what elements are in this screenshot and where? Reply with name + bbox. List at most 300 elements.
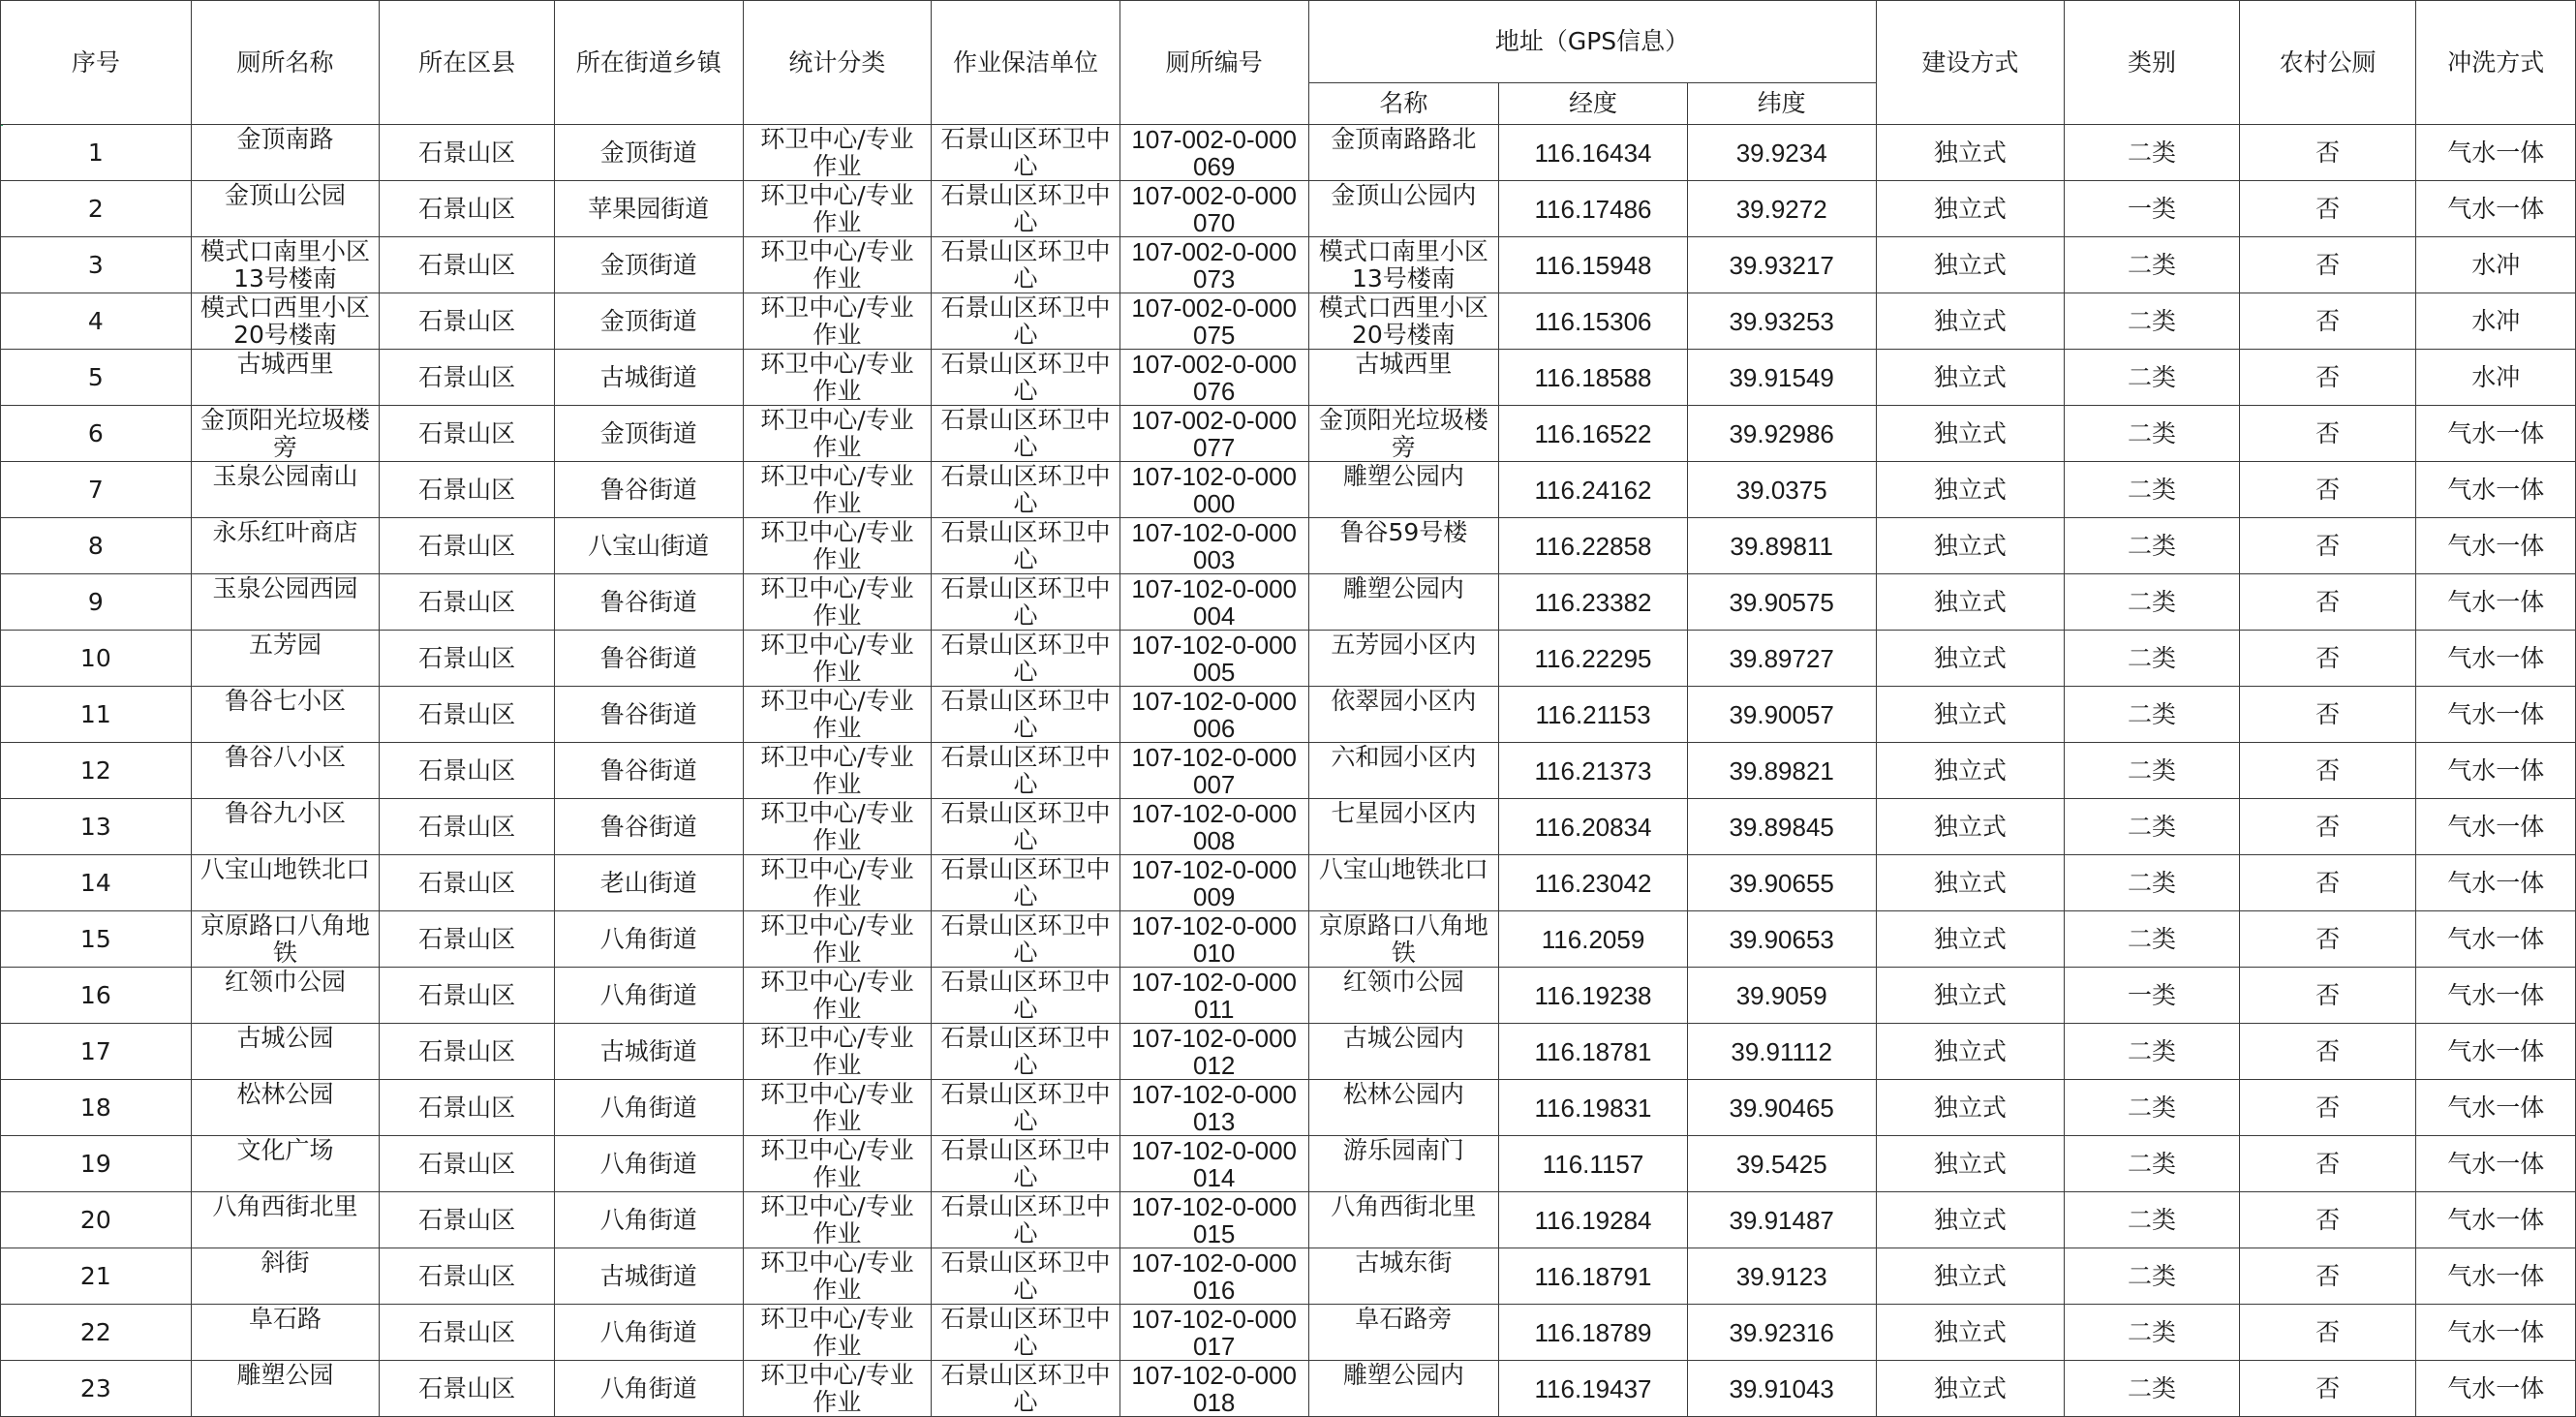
cell-class[interactable]: 二类 bbox=[2065, 406, 2240, 462]
cell-class[interactable]: 二类 bbox=[2065, 350, 2240, 406]
cell-district[interactable]: 石景山区 bbox=[380, 181, 555, 237]
cell-unit[interactable]: 石景山区环卫中心 bbox=[932, 1248, 1120, 1305]
cell-lat[interactable]: 39.90057 bbox=[1687, 687, 1876, 743]
cell-lng[interactable]: 116.18791 bbox=[1499, 1248, 1688, 1305]
cell-build[interactable]: 独立式 bbox=[1876, 1192, 2065, 1248]
table-row[interactable] bbox=[1, 1136, 2576, 1192]
table-row[interactable] bbox=[1, 1305, 2576, 1361]
cell-address-name[interactable]: 金顶山公园内 bbox=[1308, 181, 1499, 237]
table-row[interactable] bbox=[1, 1361, 2576, 1417]
cell-street[interactable]: 鲁谷街道 bbox=[554, 462, 743, 518]
table-row[interactable] bbox=[1, 799, 2576, 855]
cell-address-name[interactable]: 古城西里 bbox=[1308, 350, 1499, 406]
cell-lat[interactable]: 39.92986 bbox=[1687, 406, 1876, 462]
cell-lng[interactable]: 116.15948 bbox=[1499, 237, 1688, 293]
cell-district[interactable]: 石景山区 bbox=[380, 855, 555, 911]
cell-unit[interactable]: 石景山区环卫中心 bbox=[932, 799, 1120, 855]
cell-rural[interactable]: 否 bbox=[2239, 911, 2416, 968]
cell-unit[interactable]: 石景山区环卫中心 bbox=[932, 1305, 1120, 1361]
cell-street[interactable]: 八宝山街道 bbox=[554, 518, 743, 574]
cell-address-name[interactable]: 京原路口八角地铁 bbox=[1308, 911, 1499, 968]
cell-district[interactable]: 石景山区 bbox=[380, 1080, 555, 1136]
cell-name[interactable]: 玉泉公园南山 bbox=[191, 462, 380, 518]
cell-unit[interactable]: 石景山区环卫中心 bbox=[932, 1080, 1120, 1136]
header-district[interactable]: 所在区县 bbox=[380, 1, 555, 125]
cell-seq[interactable]: 2 bbox=[1, 181, 192, 237]
cell-code[interactable]: 107-102-0-000007 bbox=[1119, 743, 1308, 799]
cell-district[interactable]: 石景山区 bbox=[380, 1192, 555, 1248]
cell-build[interactable]: 独立式 bbox=[1876, 968, 2065, 1024]
cell-address-name[interactable]: 八宝山地铁北口 bbox=[1308, 855, 1499, 911]
cell-name[interactable]: 古城公园 bbox=[191, 1024, 380, 1080]
cell-lat[interactable]: 39.91549 bbox=[1687, 350, 1876, 406]
cell-class[interactable]: 二类 bbox=[2065, 911, 2240, 968]
cell-street[interactable]: 金顶街道 bbox=[554, 293, 743, 350]
cell-build[interactable]: 独立式 bbox=[1876, 518, 2065, 574]
cell-rural[interactable]: 否 bbox=[2239, 518, 2416, 574]
cell-class[interactable]: 二类 bbox=[2065, 237, 2240, 293]
cell-street[interactable]: 鲁谷街道 bbox=[554, 743, 743, 799]
cell-unit[interactable]: 石景山区环卫中心 bbox=[932, 350, 1120, 406]
header-address[interactable]: 地址（GPS信息） bbox=[1308, 1, 1876, 83]
cell-street[interactable]: 八角街道 bbox=[554, 1305, 743, 1361]
cell-code[interactable]: 107-002-0-000075 bbox=[1119, 293, 1308, 350]
cell-rural[interactable]: 否 bbox=[2239, 237, 2416, 293]
cell-address-name[interactable]: 金顶南路路北 bbox=[1308, 125, 1499, 181]
cell-street[interactable]: 老山街道 bbox=[554, 855, 743, 911]
cell-lat[interactable]: 39.93217 bbox=[1687, 237, 1876, 293]
header-lng[interactable]: 经度 bbox=[1499, 83, 1688, 125]
cell-flush[interactable]: 气水一体 bbox=[2416, 462, 2576, 518]
cell-street[interactable]: 古城街道 bbox=[554, 1248, 743, 1305]
cell-rural[interactable]: 否 bbox=[2239, 631, 2416, 687]
cell-district[interactable]: 石景山区 bbox=[380, 631, 555, 687]
cell-code[interactable]: 107-002-0-000076 bbox=[1119, 350, 1308, 406]
cell-flush[interactable]: 气水一体 bbox=[2416, 1305, 2576, 1361]
cell-lng[interactable]: 116.16522 bbox=[1499, 406, 1688, 462]
cell-address-name[interactable]: 模式口南里小区13号楼南 bbox=[1308, 237, 1499, 293]
cell-build[interactable]: 独立式 bbox=[1876, 1136, 2065, 1192]
cell-lng[interactable]: 116.18588 bbox=[1499, 350, 1688, 406]
cell-name[interactable]: 鲁谷七小区 bbox=[191, 687, 380, 743]
header-name[interactable]: 厕所名称 bbox=[191, 1, 380, 125]
cell-name[interactable]: 鲁谷九小区 bbox=[191, 799, 380, 855]
cell-street[interactable]: 金顶街道 bbox=[554, 406, 743, 462]
cell-street[interactable]: 金顶街道 bbox=[554, 237, 743, 293]
cell-address-name[interactable]: 古城东街 bbox=[1308, 1248, 1499, 1305]
cell-lng[interactable]: 116.21373 bbox=[1499, 743, 1688, 799]
cell-rural[interactable]: 否 bbox=[2239, 743, 2416, 799]
cell-class[interactable]: 二类 bbox=[2065, 799, 2240, 855]
cell-build[interactable]: 独立式 bbox=[1876, 125, 2065, 181]
cell-build[interactable]: 独立式 bbox=[1876, 687, 2065, 743]
cell-address-name[interactable]: 游乐园南门 bbox=[1308, 1136, 1499, 1192]
cell-build[interactable]: 独立式 bbox=[1876, 293, 2065, 350]
cell-name[interactable]: 金顶南路 bbox=[191, 125, 380, 181]
cell-seq[interactable]: 16 bbox=[1, 968, 192, 1024]
table-row[interactable] bbox=[1, 350, 2576, 406]
cell-build[interactable]: 独立式 bbox=[1876, 462, 2065, 518]
cell-lng[interactable]: 116.19437 bbox=[1499, 1361, 1688, 1417]
cell-seq[interactable]: 17 bbox=[1, 1024, 192, 1080]
cell-street[interactable]: 鲁谷街道 bbox=[554, 687, 743, 743]
cell-district[interactable]: 石景山区 bbox=[380, 1305, 555, 1361]
cell-lng[interactable]: 116.16434 bbox=[1499, 125, 1688, 181]
cell-flush[interactable]: 气水一体 bbox=[2416, 799, 2576, 855]
cell-flush[interactable]: 气水一体 bbox=[2416, 855, 2576, 911]
cell-class[interactable]: 二类 bbox=[2065, 1080, 2240, 1136]
cell-build[interactable]: 独立式 bbox=[1876, 1305, 2065, 1361]
cell-category[interactable]: 环卫中心/专业作业 bbox=[743, 462, 932, 518]
cell-code[interactable]: 107-102-0-000008 bbox=[1119, 799, 1308, 855]
cell-rural[interactable]: 否 bbox=[2239, 1024, 2416, 1080]
cell-code[interactable]: 107-102-0-000005 bbox=[1119, 631, 1308, 687]
table-row[interactable] bbox=[1, 1024, 2576, 1080]
cell-lat[interactable]: 39.89845 bbox=[1687, 799, 1876, 855]
cell-code[interactable]: 107-102-0-000011 bbox=[1119, 968, 1308, 1024]
cell-build[interactable]: 独立式 bbox=[1876, 799, 2065, 855]
cell-unit[interactable]: 石景山区环卫中心 bbox=[932, 911, 1120, 968]
cell-seq[interactable]: 3 bbox=[1, 237, 192, 293]
cell-unit[interactable]: 石景山区环卫中心 bbox=[932, 237, 1120, 293]
cell-lng[interactable]: 116.23042 bbox=[1499, 855, 1688, 911]
cell-flush[interactable]: 气水一体 bbox=[2416, 406, 2576, 462]
cell-name[interactable]: 文化广场 bbox=[191, 1136, 380, 1192]
cell-lng[interactable]: 116.22295 bbox=[1499, 631, 1688, 687]
cell-lat[interactable]: 39.90465 bbox=[1687, 1080, 1876, 1136]
cell-unit[interactable]: 石景山区环卫中心 bbox=[932, 743, 1120, 799]
cell-flush[interactable]: 水冲 bbox=[2416, 350, 2576, 406]
cell-category[interactable]: 环卫中心/专业作业 bbox=[743, 518, 932, 574]
cell-name[interactable]: 阜石路 bbox=[191, 1305, 380, 1361]
cell-build[interactable]: 独立式 bbox=[1876, 574, 2065, 631]
cell-unit[interactable]: 石景山区环卫中心 bbox=[932, 462, 1120, 518]
table-row[interactable] bbox=[1, 125, 2576, 181]
cell-street[interactable]: 八角街道 bbox=[554, 911, 743, 968]
cell-unit[interactable]: 石景山区环卫中心 bbox=[932, 855, 1120, 911]
cell-unit[interactable]: 石景山区环卫中心 bbox=[932, 293, 1120, 350]
cell-category[interactable]: 环卫中心/专业作业 bbox=[743, 350, 932, 406]
cell-unit[interactable]: 石景山区环卫中心 bbox=[932, 518, 1120, 574]
header-street[interactable]: 所在街道乡镇 bbox=[554, 1, 743, 125]
table-row[interactable] bbox=[1, 968, 2576, 1024]
cell-unit[interactable]: 石景山区环卫中心 bbox=[932, 1361, 1120, 1417]
cell-lat[interactable]: 39.93253 bbox=[1687, 293, 1876, 350]
table-row[interactable] bbox=[1, 1248, 2576, 1305]
cell-district[interactable]: 石景山区 bbox=[380, 799, 555, 855]
table-row[interactable] bbox=[1, 911, 2576, 968]
cell-seq[interactable]: 21 bbox=[1, 1248, 192, 1305]
cell-street[interactable]: 鲁谷街道 bbox=[554, 799, 743, 855]
cell-seq[interactable]: 14 bbox=[1, 855, 192, 911]
cell-seq[interactable]: 6 bbox=[1, 406, 192, 462]
cell-code[interactable]: 107-102-0-000000 bbox=[1119, 462, 1308, 518]
cell-category[interactable]: 环卫中心/专业作业 bbox=[743, 181, 932, 237]
cell-name[interactable]: 八宝山地铁北口 bbox=[191, 855, 380, 911]
cell-lat[interactable]: 39.92316 bbox=[1687, 1305, 1876, 1361]
cell-unit[interactable]: 石景山区环卫中心 bbox=[932, 687, 1120, 743]
cell-code[interactable]: 107-002-0-000073 bbox=[1119, 237, 1308, 293]
cell-district[interactable]: 石景山区 bbox=[380, 1361, 555, 1417]
cell-lat[interactable]: 39.89811 bbox=[1687, 518, 1876, 574]
header-addr-name[interactable]: 名称 bbox=[1308, 83, 1499, 125]
header-build[interactable]: 建设方式 bbox=[1876, 1, 2065, 125]
cell-lng[interactable]: 116.19831 bbox=[1499, 1080, 1688, 1136]
cell-lat[interactable]: 39.91487 bbox=[1687, 1192, 1876, 1248]
cell-rural[interactable]: 否 bbox=[2239, 462, 2416, 518]
cell-seq[interactable]: 4 bbox=[1, 293, 192, 350]
cell-street[interactable]: 古城街道 bbox=[554, 1024, 743, 1080]
cell-lat[interactable]: 39.0375 bbox=[1687, 462, 1876, 518]
cell-rural[interactable]: 否 bbox=[2239, 574, 2416, 631]
header-class[interactable]: 类别 bbox=[2065, 1, 2240, 125]
cell-district[interactable]: 石景山区 bbox=[380, 293, 555, 350]
cell-district[interactable]: 石景山区 bbox=[380, 1024, 555, 1080]
cell-street[interactable]: 八角街道 bbox=[554, 1361, 743, 1417]
cell-flush[interactable]: 气水一体 bbox=[2416, 911, 2576, 968]
cell-lat[interactable]: 39.5425 bbox=[1687, 1136, 1876, 1192]
cell-seq[interactable]: 15 bbox=[1, 911, 192, 968]
cell-build[interactable]: 独立式 bbox=[1876, 743, 2065, 799]
cell-code[interactable]: 107-102-0-000018 bbox=[1119, 1361, 1308, 1417]
cell-lat[interactable]: 39.9234 bbox=[1687, 125, 1876, 181]
cell-code[interactable]: 107-102-0-000016 bbox=[1119, 1248, 1308, 1305]
cell-name[interactable]: 五芳园 bbox=[191, 631, 380, 687]
cell-name[interactable]: 金顶山公园 bbox=[191, 181, 380, 237]
cell-class[interactable]: 二类 bbox=[2065, 1136, 2240, 1192]
cell-lat[interactable]: 39.89727 bbox=[1687, 631, 1876, 687]
table-row[interactable] bbox=[1, 293, 2576, 350]
cell-rural[interactable]: 否 bbox=[2239, 799, 2416, 855]
cell-lng[interactable]: 116.19284 bbox=[1499, 1192, 1688, 1248]
cell-category[interactable]: 环卫中心/专业作业 bbox=[743, 687, 932, 743]
cell-code[interactable]: 107-102-0-000009 bbox=[1119, 855, 1308, 911]
cell-street[interactable]: 苹果园街道 bbox=[554, 181, 743, 237]
cell-name[interactable]: 京原路口八角地铁 bbox=[191, 911, 380, 968]
table-row[interactable] bbox=[1, 574, 2576, 631]
cell-category[interactable]: 环卫中心/专业作业 bbox=[743, 1361, 932, 1417]
cell-lng[interactable]: 116.22858 bbox=[1499, 518, 1688, 574]
cell-name[interactable]: 古城西里 bbox=[191, 350, 380, 406]
cell-rural[interactable]: 否 bbox=[2239, 1361, 2416, 1417]
cell-rural[interactable]: 否 bbox=[2239, 293, 2416, 350]
cell-rural[interactable]: 否 bbox=[2239, 1192, 2416, 1248]
table-row[interactable] bbox=[1, 518, 2576, 574]
cell-address-name[interactable]: 鲁谷59号楼 bbox=[1308, 518, 1499, 574]
table-row[interactable] bbox=[1, 687, 2576, 743]
cell-seq[interactable]: 13 bbox=[1, 799, 192, 855]
cell-lat[interactable]: 39.90575 bbox=[1687, 574, 1876, 631]
header-lat[interactable]: 纬度 bbox=[1687, 83, 1876, 125]
cell-build[interactable]: 独立式 bbox=[1876, 181, 2065, 237]
cell-address-name[interactable]: 六和园小区内 bbox=[1308, 743, 1499, 799]
cell-unit[interactable]: 石景山区环卫中心 bbox=[932, 631, 1120, 687]
cell-flush[interactable]: 气水一体 bbox=[2416, 1361, 2576, 1417]
cell-build[interactable]: 独立式 bbox=[1876, 1080, 2065, 1136]
table-row[interactable] bbox=[1, 1192, 2576, 1248]
cell-rural[interactable]: 否 bbox=[2239, 1136, 2416, 1192]
cell-lat[interactable]: 39.90653 bbox=[1687, 911, 1876, 968]
cell-unit[interactable]: 石景山区环卫中心 bbox=[932, 1024, 1120, 1080]
cell-class[interactable]: 一类 bbox=[2065, 181, 2240, 237]
cell-seq[interactable]: 1 bbox=[1, 125, 192, 181]
table-row[interactable] bbox=[1, 1080, 2576, 1136]
cell-class[interactable]: 二类 bbox=[2065, 743, 2240, 799]
cell-seq[interactable]: 12 bbox=[1, 743, 192, 799]
cell-category[interactable]: 环卫中心/专业作业 bbox=[743, 574, 932, 631]
cell-name[interactable]: 模式口南里小区13号楼南 bbox=[191, 237, 380, 293]
cell-lng[interactable]: 116.24162 bbox=[1499, 462, 1688, 518]
cell-class[interactable]: 二类 bbox=[2065, 1024, 2240, 1080]
cell-category[interactable]: 环卫中心/专业作业 bbox=[743, 293, 932, 350]
header-rural[interactable]: 农村公厕 bbox=[2239, 1, 2416, 125]
cell-lng[interactable]: 116.19238 bbox=[1499, 968, 1688, 1024]
cell-seq[interactable]: 7 bbox=[1, 462, 192, 518]
cell-name[interactable]: 松林公园 bbox=[191, 1080, 380, 1136]
cell-code[interactable]: 107-102-0-000015 bbox=[1119, 1192, 1308, 1248]
cell-street[interactable]: 金顶街道 bbox=[554, 125, 743, 181]
cell-flush[interactable]: 气水一体 bbox=[2416, 574, 2576, 631]
cell-flush[interactable]: 水冲 bbox=[2416, 237, 2576, 293]
cell-address-name[interactable]: 五芳园小区内 bbox=[1308, 631, 1499, 687]
cell-category[interactable]: 环卫中心/专业作业 bbox=[743, 1248, 932, 1305]
cell-lng[interactable]: 116.20834 bbox=[1499, 799, 1688, 855]
cell-address-name[interactable]: 模式口西里小区20号楼南 bbox=[1308, 293, 1499, 350]
cell-lat[interactable]: 39.9059 bbox=[1687, 968, 1876, 1024]
header-seq[interactable]: 序号 bbox=[1, 1, 192, 125]
cell-category[interactable]: 环卫中心/专业作业 bbox=[743, 1080, 932, 1136]
cell-code[interactable]: 107-102-0-000003 bbox=[1119, 518, 1308, 574]
cell-name[interactable]: 玉泉公园西园 bbox=[191, 574, 380, 631]
cell-district[interactable]: 石景山区 bbox=[380, 350, 555, 406]
table-row[interactable] bbox=[1, 462, 2576, 518]
cell-seq[interactable]: 5 bbox=[1, 350, 192, 406]
cell-address-name[interactable]: 雕塑公园内 bbox=[1308, 462, 1499, 518]
cell-district[interactable]: 石景山区 bbox=[380, 687, 555, 743]
cell-class[interactable]: 二类 bbox=[2065, 125, 2240, 181]
cell-unit[interactable]: 石景山区环卫中心 bbox=[932, 1192, 1120, 1248]
cell-rural[interactable]: 否 bbox=[2239, 125, 2416, 181]
cell-build[interactable]: 独立式 bbox=[1876, 237, 2065, 293]
header-unit[interactable]: 作业保洁单位 bbox=[932, 1, 1120, 125]
cell-build[interactable]: 独立式 bbox=[1876, 1248, 2065, 1305]
cell-lng[interactable]: 116.18789 bbox=[1499, 1305, 1688, 1361]
cell-category[interactable]: 环卫中心/专业作业 bbox=[743, 1192, 932, 1248]
cell-build[interactable]: 独立式 bbox=[1876, 1361, 2065, 1417]
cell-unit[interactable]: 石景山区环卫中心 bbox=[932, 181, 1120, 237]
cell-flush[interactable]: 气水一体 bbox=[2416, 743, 2576, 799]
cell-class[interactable]: 二类 bbox=[2065, 462, 2240, 518]
cell-build[interactable]: 独立式 bbox=[1876, 855, 2065, 911]
cell-code[interactable]: 107-102-0-000017 bbox=[1119, 1305, 1308, 1361]
cell-code[interactable]: 107-002-0-000069 bbox=[1119, 125, 1308, 181]
cell-category[interactable]: 环卫中心/专业作业 bbox=[743, 237, 932, 293]
header-category[interactable]: 统计分类 bbox=[743, 1, 932, 125]
cell-lng[interactable]: 116.15306 bbox=[1499, 293, 1688, 350]
cell-code[interactable]: 107-102-0-000013 bbox=[1119, 1080, 1308, 1136]
cell-lng[interactable]: 116.1157 bbox=[1499, 1136, 1688, 1192]
cell-class[interactable]: 二类 bbox=[2065, 574, 2240, 631]
cell-build[interactable]: 独立式 bbox=[1876, 350, 2065, 406]
cell-district[interactable]: 石景山区 bbox=[380, 911, 555, 968]
cell-flush[interactable]: 气水一体 bbox=[2416, 125, 2576, 181]
cell-lat[interactable]: 39.89821 bbox=[1687, 743, 1876, 799]
cell-street[interactable]: 鲁谷街道 bbox=[554, 631, 743, 687]
cell-name[interactable]: 鲁谷八小区 bbox=[191, 743, 380, 799]
cell-name[interactable]: 模式口西里小区20号楼南 bbox=[191, 293, 380, 350]
cell-category[interactable]: 环卫中心/专业作业 bbox=[743, 631, 932, 687]
table-row[interactable] bbox=[1, 237, 2576, 293]
cell-class[interactable]: 二类 bbox=[2065, 518, 2240, 574]
cell-flush[interactable]: 气水一体 bbox=[2416, 1136, 2576, 1192]
cell-unit[interactable]: 石景山区环卫中心 bbox=[932, 125, 1120, 181]
cell-address-name[interactable]: 金顶阳光垃圾楼旁 bbox=[1308, 406, 1499, 462]
cell-name[interactable]: 八角西街北里 bbox=[191, 1192, 380, 1248]
cell-build[interactable]: 独立式 bbox=[1876, 1024, 2065, 1080]
cell-category[interactable]: 环卫中心/专业作业 bbox=[743, 799, 932, 855]
cell-lng[interactable]: 116.21153 bbox=[1499, 687, 1688, 743]
table-row[interactable] bbox=[1, 406, 2576, 462]
cell-code[interactable]: 107-102-0-000006 bbox=[1119, 687, 1308, 743]
cell-seq[interactable]: 8 bbox=[1, 518, 192, 574]
cell-district[interactable]: 石景山区 bbox=[380, 1248, 555, 1305]
cell-lat[interactable]: 39.90655 bbox=[1687, 855, 1876, 911]
cell-flush[interactable]: 气水一体 bbox=[2416, 687, 2576, 743]
cell-build[interactable]: 独立式 bbox=[1876, 631, 2065, 687]
cell-seq[interactable]: 18 bbox=[1, 1080, 192, 1136]
cell-category[interactable]: 环卫中心/专业作业 bbox=[743, 855, 932, 911]
cell-address-name[interactable]: 八角西街北里 bbox=[1308, 1192, 1499, 1248]
cell-name[interactable]: 金顶阳光垃圾楼旁 bbox=[191, 406, 380, 462]
cell-class[interactable]: 二类 bbox=[2065, 1192, 2240, 1248]
cell-rural[interactable]: 否 bbox=[2239, 1080, 2416, 1136]
cell-class[interactable]: 二类 bbox=[2065, 1361, 2240, 1417]
cell-lng[interactable]: 116.17486 bbox=[1499, 181, 1688, 237]
table-row[interactable] bbox=[1, 181, 2576, 237]
cell-seq[interactable]: 10 bbox=[1, 631, 192, 687]
cell-category[interactable]: 环卫中心/专业作业 bbox=[743, 911, 932, 968]
cell-rural[interactable]: 否 bbox=[2239, 968, 2416, 1024]
cell-rural[interactable]: 否 bbox=[2239, 687, 2416, 743]
cell-rural[interactable]: 否 bbox=[2239, 181, 2416, 237]
cell-district[interactable]: 石景山区 bbox=[380, 518, 555, 574]
cell-code[interactable]: 107-002-0-000070 bbox=[1119, 181, 1308, 237]
cell-rural[interactable]: 否 bbox=[2239, 1248, 2416, 1305]
header-code[interactable]: 厕所编号 bbox=[1119, 1, 1308, 125]
cell-street[interactable]: 八角街道 bbox=[554, 1136, 743, 1192]
cell-district[interactable]: 石景山区 bbox=[380, 237, 555, 293]
cell-class[interactable]: 二类 bbox=[2065, 1305, 2240, 1361]
cell-category[interactable]: 环卫中心/专业作业 bbox=[743, 1136, 932, 1192]
cell-rural[interactable]: 否 bbox=[2239, 855, 2416, 911]
cell-lat[interactable]: 39.9272 bbox=[1687, 181, 1876, 237]
cell-district[interactable]: 石景山区 bbox=[380, 406, 555, 462]
cell-name[interactable]: 雕塑公园 bbox=[191, 1361, 380, 1417]
cell-unit[interactable]: 石景山区环卫中心 bbox=[932, 574, 1120, 631]
cell-category[interactable]: 环卫中心/专业作业 bbox=[743, 968, 932, 1024]
cell-district[interactable]: 石景山区 bbox=[380, 743, 555, 799]
cell-class[interactable]: 二类 bbox=[2065, 687, 2240, 743]
cell-flush[interactable]: 气水一体 bbox=[2416, 631, 2576, 687]
cell-seq[interactable]: 20 bbox=[1, 1192, 192, 1248]
cell-class[interactable]: 一类 bbox=[2065, 968, 2240, 1024]
cell-rural[interactable]: 否 bbox=[2239, 350, 2416, 406]
cell-lat[interactable]: 39.9123 bbox=[1687, 1248, 1876, 1305]
cell-street[interactable]: 八角街道 bbox=[554, 1192, 743, 1248]
cell-address-name[interactable]: 阜石路旁 bbox=[1308, 1305, 1499, 1361]
cell-unit[interactable]: 石景山区环卫中心 bbox=[932, 1136, 1120, 1192]
cell-flush[interactable]: 气水一体 bbox=[2416, 1024, 2576, 1080]
